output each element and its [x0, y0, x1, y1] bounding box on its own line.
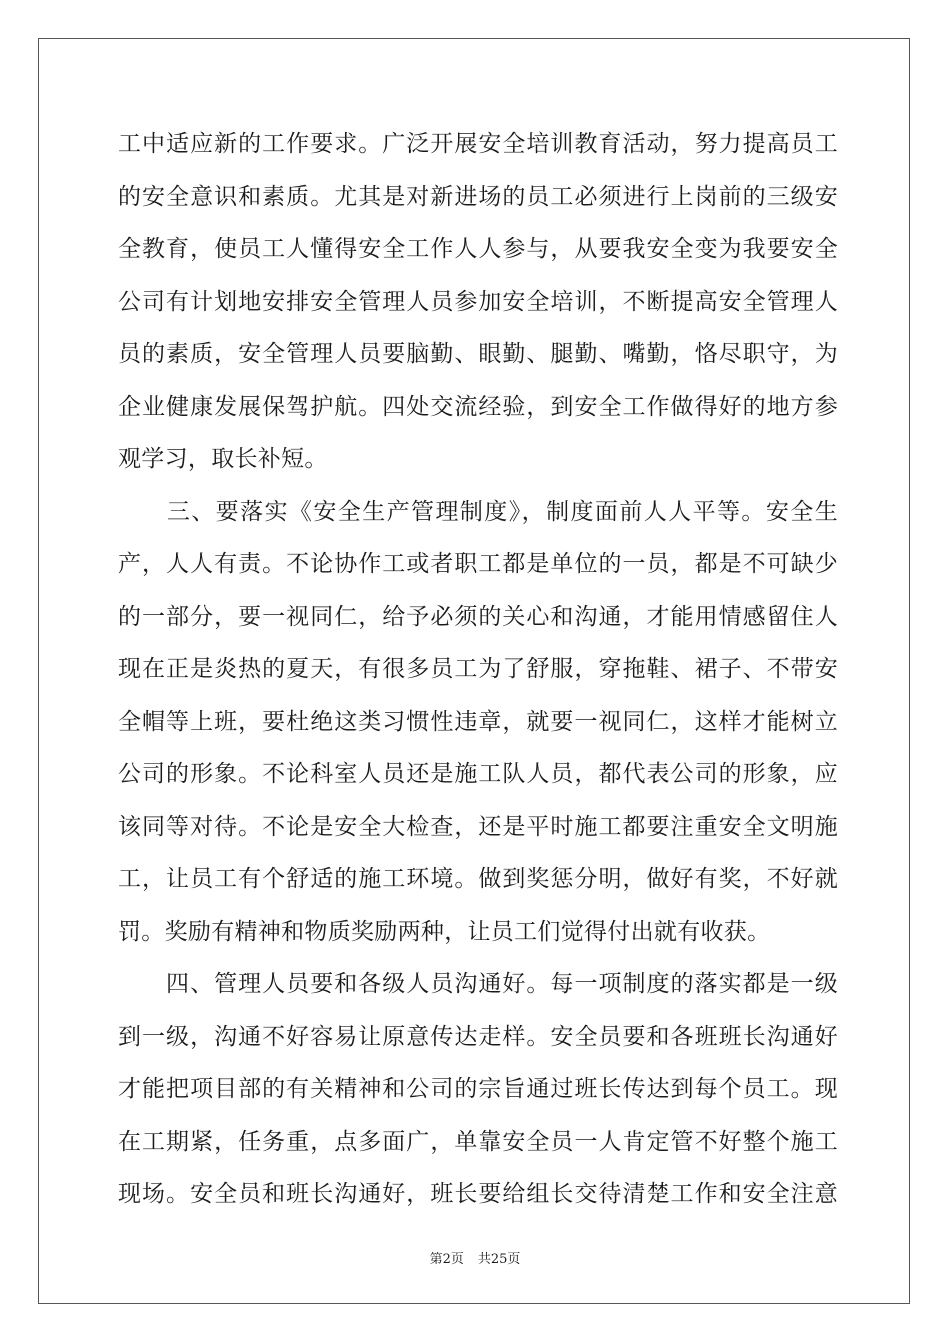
text-line: 该同等对待。不论是安全大检查，还是平时施工都要注重安全文明施 — [118, 813, 838, 840]
text-line: 现在正是炎热的夏天，有很多员工为了舒服，穿拖鞋、裙子、不带安 — [118, 656, 838, 682]
text-line: 全教育，使员工人懂得安全工作人人参与，从要我安全变为我要安全 — [118, 236, 838, 262]
text-line: 四、管理人员要和各级人员沟通好。每一项制度的落实都是一级 — [118, 971, 838, 997]
text-line: 公司有计划地安排安全管理人员参加安全培训，不断提高安全管理人 — [118, 288, 838, 315]
text-line: 三、要落实《安全生产管理制度》，制度面前人人平等。安全生 — [118, 498, 838, 525]
text-line: 现场。安全员和班长沟通好，班长要给组长交待清楚工作和安全注意 — [118, 1181, 838, 1207]
text-line: 观学习，取长补短。 — [118, 446, 328, 472]
text-line: 产，人人有责。不论协作工或者职工都是单位的一员，都是不可缺少 — [118, 551, 838, 577]
text-line: 到一级，沟通不好容易让原意传达走样。安全员要和各班班长沟通好 — [118, 1023, 838, 1050]
text-line: 的安全意识和素质。尤其是对新进场的员工必须进行上岗前的三级安 — [118, 183, 838, 210]
text-line: 企业健康发展保驾护航。四处交流经验，到安全工作做得好的地方参 — [118, 393, 838, 420]
text-line: 罚。奖励有精神和物质奖励两种，让员工们觉得付出就有收获。 — [118, 918, 771, 945]
text-line: 的一部分，要一视同仁，给予必须的关心和沟通，才能用情感留住人 — [118, 603, 838, 630]
text-line: 才能把项目部的有关精神和公司的宗旨通过班长传达到每个员工。现 — [118, 1076, 838, 1102]
page-number-current: 第2页 — [429, 1252, 464, 1267]
document-body — [118, 118, 838, 1221]
text-line: 在工期紧，任务重，点多面广，单靠安全员一人肯定管不好整个施工 — [118, 1128, 838, 1155]
page-footer — [0, 1248, 950, 1267]
text-line: 工中适应新的工作要求。广泛开展安全培训教育活动，努力提高员工 — [118, 131, 838, 157]
text-line: 全帽等上班，要杜绝这类习惯性违章，就要一视同仁，这样才能树立 — [118, 708, 838, 735]
text-line: 员的素质，安全管理人员要脑勤、眼勤、腿勤、嘴勤，恪尽职守，为 — [118, 341, 838, 367]
text-line: 工，让员工有个舒适的施工环境。做到奖惩分明，做好有奖，不好就 — [118, 866, 838, 892]
text-line: 公司的形象。不论科室人员还是施工队人员，都代表公司的形象，应 — [118, 761, 838, 787]
page-number-total: 共25页 — [477, 1252, 521, 1267]
